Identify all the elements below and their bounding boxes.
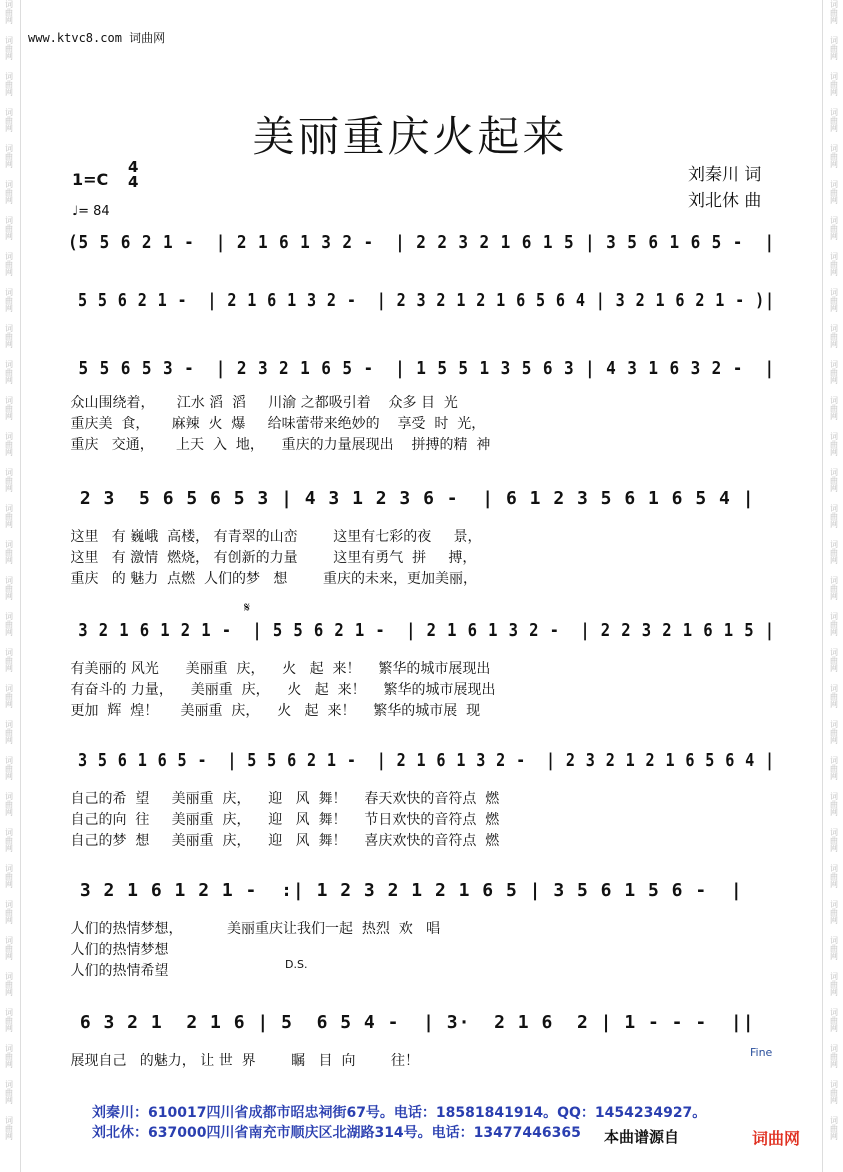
composer-credit: 刘北休 曲 xyxy=(688,191,762,211)
watermark-text: 词曲网 xyxy=(829,468,839,492)
notation-line: 3 2 1 6 1 2 1 - | 5 5 6 2 1 - | 2 1 6 1 3 2 - | 2 2 3 2 1 6 1 5 | xyxy=(68,620,775,641)
lyric-line: 重庆 的 魅力 点燃 人们的梦 想 重庆的未来，更加美丽， xyxy=(66,571,478,587)
watermark-text: 词曲网 xyxy=(829,288,839,312)
watermark-text: 词曲网 xyxy=(4,612,14,636)
watermark-text: 词曲网 xyxy=(4,540,14,564)
watermark-text: 词曲网 xyxy=(4,648,14,672)
lyric-line: 众山围绕着， 江水 滔 滔 川渝 之都吸引着 众多 目 光 xyxy=(66,395,458,411)
watermark-text: 词曲网 xyxy=(4,720,14,744)
watermark-text: 词曲网 xyxy=(829,648,839,672)
watermark-text: 词曲网 xyxy=(4,360,14,384)
key-signature: 1=C xyxy=(72,170,109,189)
lyric-line: 人们的热情梦想 xyxy=(66,942,169,958)
watermark-text: 词曲网 xyxy=(4,396,14,420)
lyric-line: 更加 辉 煌！ 美丽重 庆， 火 起 来！ 繁华的城市展 现 xyxy=(66,703,481,719)
watermark-text: 词曲网 xyxy=(4,1080,14,1104)
watermark-text: 词曲网 xyxy=(829,36,839,60)
song-title: 美丽重庆火起来 xyxy=(252,112,568,161)
watermark-text: 词曲网 xyxy=(4,1116,14,1140)
watermark-text: 词曲网 xyxy=(4,252,14,276)
watermark-text: 词曲网 xyxy=(829,252,839,276)
notation-line: 5 5 6 5 3 - | 2 3 2 1 6 5 - | 1 5 5 1 3 5 6 3 | 4 3 1 6 3 2 - | xyxy=(68,358,775,379)
watermark-text: 词曲网 xyxy=(829,936,839,960)
watermark-text: 词曲网 xyxy=(829,540,839,564)
watermark-text: 词曲网 xyxy=(829,180,839,204)
watermark-text: 词曲网 xyxy=(829,360,839,384)
watermark-text: 词曲网 xyxy=(4,684,14,708)
site-logo[interactable]: 词曲网 xyxy=(752,1129,801,1148)
watermark-text: 词曲网 xyxy=(4,216,14,240)
watermark-text: 词曲网 xyxy=(829,576,839,600)
watermark-text: 词曲网 xyxy=(4,180,14,204)
lyric-line: 有奋斗的 力量， 美丽重 庆， 火 起 来！ 繁华的城市展现出 xyxy=(66,682,496,698)
notation-line: 2 3 5 6 5 6 5 3 | 4 3 1 2 3 6 - | 6 1 2 3 5 6 1 6 5 4 | xyxy=(68,488,755,509)
fine-mark: Fine xyxy=(750,1046,773,1059)
margin-line-right xyxy=(822,0,823,1172)
lyric-line: 这里 有 激情 燃烧， 有创新的力量 这里有勇气 拼 搏， xyxy=(66,550,477,566)
ds-mark: D.S. xyxy=(285,958,308,971)
watermark-text: 词曲网 xyxy=(829,828,839,852)
time-signature xyxy=(128,160,138,190)
lyricist-credit: 刘秦川 词 xyxy=(688,165,762,185)
watermark-text: 词曲网 xyxy=(829,1116,839,1140)
watermark-text: 词曲网 xyxy=(4,324,14,348)
watermark-text: 词曲网 xyxy=(4,1044,14,1068)
watermark-text: 词曲网 xyxy=(829,900,839,924)
watermark-text: 词曲网 xyxy=(4,792,14,816)
watermark-text: 词曲网 xyxy=(829,324,839,348)
meter-bottom: 4 xyxy=(128,173,139,191)
watermark-text: 词曲网 xyxy=(4,288,14,312)
lyric-line: 自己的向 往 美丽重 庆， 迎 风 舞！ 节日欢快的音符点 燃 xyxy=(66,812,500,828)
watermark-text: 词曲网 xyxy=(4,828,14,852)
margin-line-left xyxy=(20,0,21,1172)
watermark-text: 词曲网 xyxy=(4,504,14,528)
segno-sign: 𝄋 xyxy=(244,600,251,616)
watermark-strip-right xyxy=(827,0,841,1172)
lyric-line: 人们的热情希望 xyxy=(66,963,169,979)
lyric-line: 有美丽的 风光 美丽重 庆， 火 起 来！ 繁华的城市展现出 xyxy=(66,661,491,677)
lyric-line: 重庆 交通， 上天 入 地， 重庆的力量展现出 拼搏的精 神 xyxy=(66,437,491,453)
watermark-text: 词曲网 xyxy=(4,144,14,168)
watermark-text: 词曲网 xyxy=(829,972,839,996)
contact-lyricist: 刘秦川：610017四川省成都市昭忠祠街67号。电话：18581841914。QQ：1454234927。 xyxy=(92,1105,707,1121)
watermark-text: 词曲网 xyxy=(829,396,839,420)
lyric-line: 人们的热情梦想， 美丽重庆让我们一起 热烈 欢 唱 xyxy=(66,921,441,937)
watermark-text: 词曲网 xyxy=(829,612,839,636)
tempo-mark: ♩= 84 xyxy=(72,204,110,219)
site-url[interactable]: www.ktvc8.com 词曲网 xyxy=(28,31,166,45)
watermark-text: 词曲网 xyxy=(829,0,839,24)
watermark-text: 词曲网 xyxy=(829,108,839,132)
watermark-text: 词曲网 xyxy=(829,684,839,708)
contact-composer: 刘北休：637000四川省南充市顺庆区北湖路314号。电话：13477446365 xyxy=(92,1125,581,1141)
watermark-text: 词曲网 xyxy=(4,576,14,600)
watermark-text: 词曲网 xyxy=(4,0,14,24)
watermark-text: 词曲网 xyxy=(829,756,839,780)
lyric-line: 自己的梦 想 美丽重 庆， 迎 风 舞！ 喜庆欢快的音符点 燃 xyxy=(66,833,500,849)
lyric-line: 自己的希 望 美丽重 庆， 迎 风 舞！ 春天欢快的音符点 燃 xyxy=(66,791,500,807)
watermark-text: 词曲网 xyxy=(829,1080,839,1104)
watermark-text: 词曲网 xyxy=(4,900,14,924)
watermark-strip-left xyxy=(2,0,16,1172)
lyric-line: 展现自己 的魅力， 让 世 界 瞩 目 向 往！ xyxy=(66,1053,420,1069)
lyric-line: 重庆美 食， 麻辣 火 爆 给味蕾带来绝妙的 享受 时 光， xyxy=(66,416,486,432)
watermark-text: 词曲网 xyxy=(4,432,14,456)
notation-line: 3 5 6 1 6 5 - | 5 5 6 2 1 - | 2 1 6 1 3 2 - | 2 3 2 1 2 1 6 5 6 4 | xyxy=(68,750,775,771)
notation-line: 5 5 6 2 1 - | 2 1 6 1 3 2 - | 2 3 2 1 2 1 6 5 6 4 | 3 2 1 6 2 1 - )| xyxy=(68,290,775,311)
notation-line: 3 2 1 6 1 2 1 - :| 1 2 3 2 1 2 1 6 5 | 3 5 6 1 5 6 - | xyxy=(68,880,743,901)
watermark-text: 词曲网 xyxy=(4,108,14,132)
watermark-text: 词曲网 xyxy=(4,972,14,996)
watermark-text: 词曲网 xyxy=(829,504,839,528)
notation-line: (5 5 6 2 1 - | 2 1 6 1 3 2 - | 2 2 3 2 1 6 1 5 | 3 5 6 1 6 5 - | xyxy=(68,232,775,253)
watermark-text: 词曲网 xyxy=(4,468,14,492)
watermark-text: 词曲网 xyxy=(4,756,14,780)
watermark-text: 词曲网 xyxy=(829,720,839,744)
watermark-text: 词曲网 xyxy=(4,36,14,60)
meter-top: 4 xyxy=(128,158,139,176)
watermark-text: 词曲网 xyxy=(829,432,839,456)
watermark-text: 词曲网 xyxy=(829,216,839,240)
watermark-text: 词曲网 xyxy=(4,864,14,888)
source-note: 本曲谱源自 xyxy=(604,1128,680,1146)
watermark-text: 词曲网 xyxy=(829,864,839,888)
watermark-text: 词曲网 xyxy=(829,72,839,96)
watermark-text: 词曲网 xyxy=(829,1008,839,1032)
watermark-text: 词曲网 xyxy=(4,1008,14,1032)
watermark-text: 词曲网 xyxy=(829,1044,839,1068)
lyric-line: 这里 有 巍峨 高楼， 有青翠的山峦 这里有七彩的夜 景， xyxy=(66,529,482,545)
watermark-text: 词曲网 xyxy=(4,72,14,96)
watermark-text: 词曲网 xyxy=(4,936,14,960)
watermark-text: 词曲网 xyxy=(829,144,839,168)
watermark-text: 词曲网 xyxy=(829,792,839,816)
notation-line: 6 3 2 1 2 1 6 | 5 6 5 4 - | 3· 2 1 6 2 | 1 - - - || xyxy=(68,1012,755,1033)
